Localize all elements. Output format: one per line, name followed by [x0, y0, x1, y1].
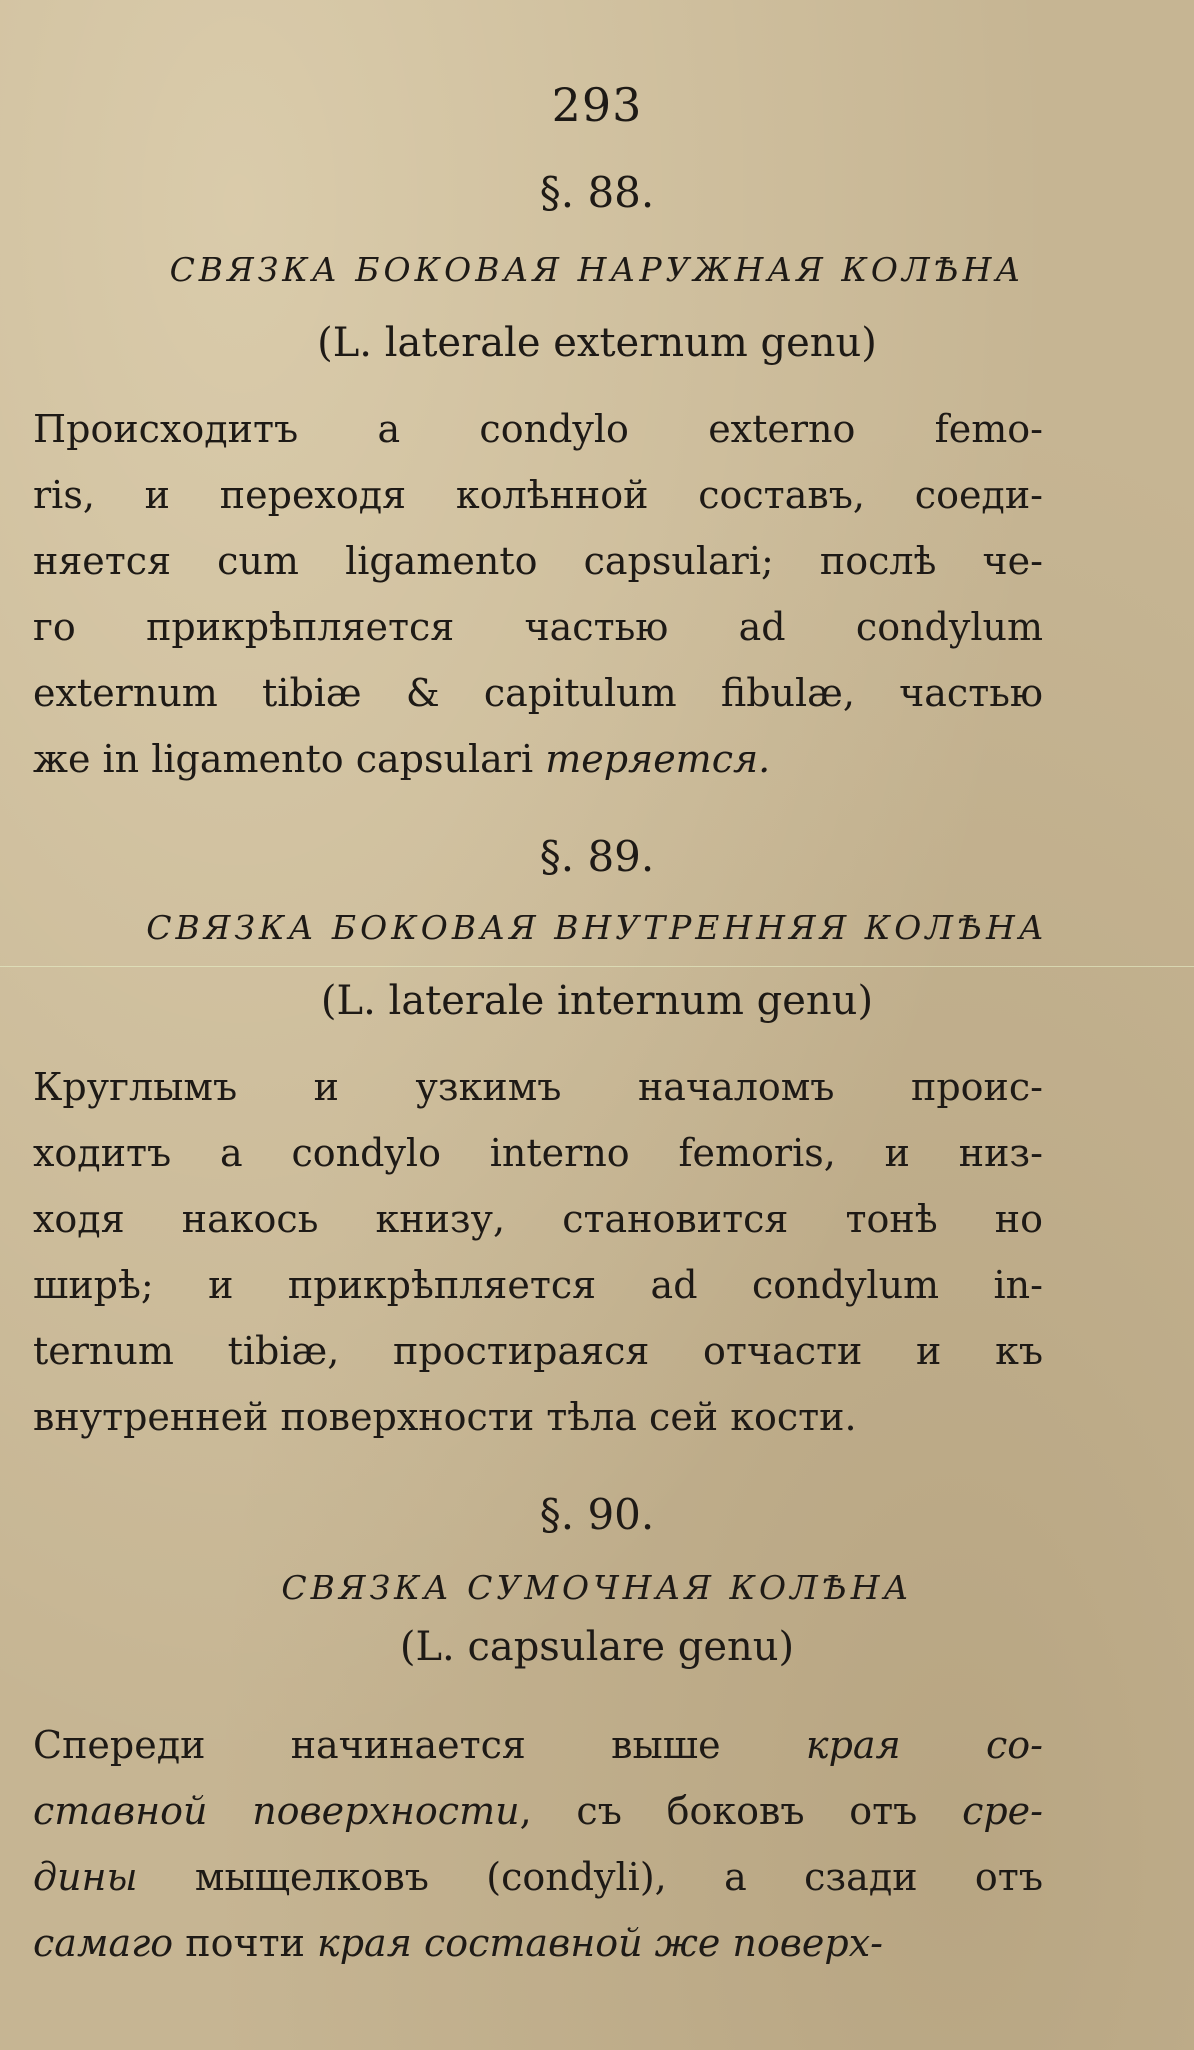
text-line: [33, 1778, 1043, 1844]
section-paragraph: [33, 1712, 1043, 1976]
italic-text: ставной поверхности: [33, 1789, 520, 1833]
text-segment: Происходитъ a condylo externo femo-: [33, 407, 1043, 451]
text-line: [33, 462, 1043, 528]
text-line: [33, 1186, 1043, 1252]
text-line: [33, 1910, 1043, 1976]
text-segment: ternum tibiæ, простираяся отчасти и къ: [33, 1329, 1043, 1373]
text-line: [33, 1318, 1043, 1384]
section-paragraph: [33, 1054, 1043, 1450]
section-heading: СВЯЗКА СУМОЧНАЯ КОЛѢНА: [281, 1568, 913, 1607]
section-paragraph: [33, 396, 1043, 792]
italic-text: теряется.: [545, 737, 771, 781]
text-line: [33, 528, 1043, 594]
text-line: [33, 1120, 1043, 1186]
text-segment: Круглымъ и узкимъ началомъ проис-: [33, 1065, 1043, 1109]
text-line: [33, 726, 1043, 792]
page-number: 293: [551, 78, 643, 132]
text-segment: няется cum ligamento capsulari; послѣ че-: [33, 539, 1043, 583]
text-segment: почти: [173, 1921, 318, 1965]
text-segment: мыщелковъ (condyli), а сзади отъ: [137, 1855, 1043, 1899]
text-line: [33, 1252, 1043, 1318]
text-line: [33, 660, 1043, 726]
text-line: [33, 594, 1043, 660]
text-segment: же in ligamento capsulari: [33, 737, 546, 781]
text-line: [33, 1712, 1043, 1778]
text-line: [33, 1844, 1043, 1910]
text-segment: внутренней поверхности тѣла сей кости.: [33, 1395, 857, 1439]
text-segment: Спереди начинается выше: [33, 1723, 806, 1767]
scan-crease-line: [0, 966, 1194, 967]
italic-text: со-: [900, 1723, 1043, 1767]
section-heading: СВЯЗКА БОКОВАЯ НАРУЖНАЯ КОЛѢНА: [169, 250, 1025, 289]
section-number: §. 90.: [539, 1490, 655, 1539]
section-number: §. 89.: [539, 832, 655, 881]
text-segment: ширѣ; и прикрѣпляется ad condylum in-: [33, 1263, 1043, 1307]
section-heading: СВЯЗКА БОКОВАЯ ВНУТРЕННЯЯ КОЛѢНА: [146, 908, 1048, 947]
italic-text: края: [805, 1723, 901, 1767]
italic-text: края составной же поверх-: [317, 1921, 883, 1965]
italic-text: дины: [33, 1855, 138, 1899]
section-latin-title: (L. laterale externum genu): [317, 320, 877, 366]
text-segment: ходитъ a condylo interno femoris, и низ-: [33, 1131, 1043, 1175]
text-line: [33, 396, 1043, 462]
text-segment: ris, и переходя колѣнной составъ, соеди-: [33, 473, 1043, 517]
text-segment: , съ боковъ отъ: [519, 1789, 963, 1833]
section-latin-title: (L. capsulare genu): [399, 1624, 795, 1670]
italic-text: сре-: [962, 1789, 1043, 1833]
text-segment: externum tibiæ & capitulum fibulæ, частью: [33, 671, 1043, 715]
text-line: [33, 1384, 1043, 1450]
text-line: [33, 1054, 1043, 1120]
section-latin-title: (L. laterale internum genu): [320, 978, 874, 1024]
section-number: §. 88.: [539, 168, 655, 217]
text-segment: го прикрѣпляется частью ad condylum: [33, 605, 1043, 649]
italic-text: самаго: [33, 1921, 174, 1965]
text-segment: ходя накось книзу, становится тонѣ но: [33, 1197, 1043, 1241]
